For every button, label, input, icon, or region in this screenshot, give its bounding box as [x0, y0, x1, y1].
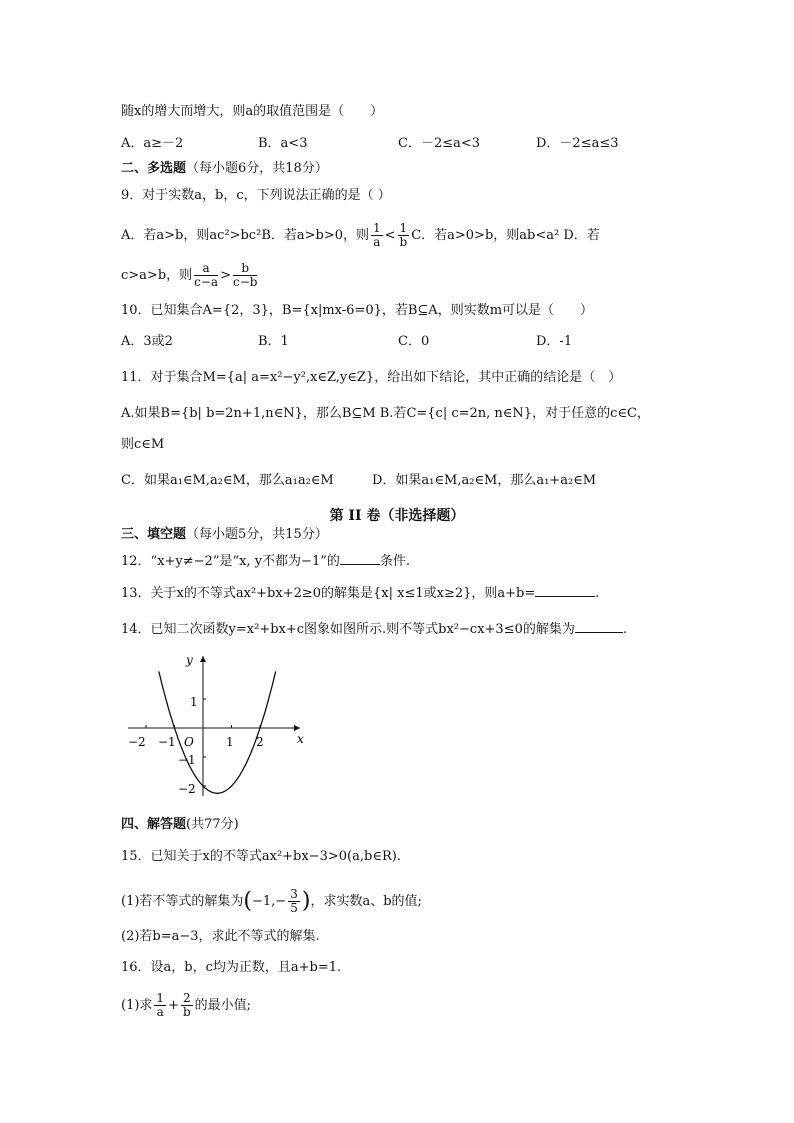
fraction-numerator: b — [233, 262, 257, 276]
fraction-denominator: b — [399, 235, 408, 249]
q15-part1-end: ，求实数a、b的值; — [310, 894, 422, 909]
right-paren: ) — [301, 888, 311, 914]
y-tick-label: −2 — [178, 782, 196, 796]
q8-option-b: B．a<3 — [258, 136, 308, 151]
q8-option-a: A．a≥－2 — [121, 136, 184, 151]
fraction-denominator: a — [156, 1005, 164, 1019]
q14-text-end: . — [622, 622, 628, 637]
q16-part1-end: 的最小值; — [194, 998, 251, 1013]
fraction-numerator: 1 — [156, 991, 165, 1005]
q8-stem-tail: 随x的增大而增大，则a的取值范围是（ ） — [121, 104, 384, 119]
q9-stem: 9．对于实数a，b，c，下列说法正确的是（ ） — [121, 188, 391, 203]
q10-option-d: D．-1 — [536, 334, 573, 349]
q16-stem: 16．设a，b，c均为正数，且a+b=1. — [121, 960, 342, 975]
x-tick-label: −2 — [128, 735, 146, 749]
solution-set-start: −1,− — [252, 894, 287, 909]
section-title: 二、多选题 — [121, 161, 187, 176]
section-heading-solutions — [121, 816, 239, 834]
y-axis-label: y — [186, 653, 193, 667]
q12-text-end: 条件. — [379, 554, 410, 569]
q11-stem: 11．对于集合M={a| a=x²−y²,x∈Z,y∈Z}，给出如下结论，其中正确的结论是（ ） — [121, 370, 622, 385]
y-tick-label: 1 — [190, 695, 198, 709]
q11-option-d: D．如果a₁∈M,a₂∈M，那么a₁+a₂∈M — [372, 473, 597, 488]
q14 — [121, 619, 627, 639]
q16-part1 — [121, 992, 251, 1019]
fraction-a-over-c-minus-a — [194, 262, 218, 289]
section-heading-fill-blank — [121, 526, 328, 544]
q14-text: 14．已知二次函数y=x²+bx+c图象如图所示.则不等式bx²−cx+3≤0的解集为 — [121, 622, 575, 637]
q11-option-c: C．如果a₁∈M,a₂∈M，那么a₁a₂∈M — [121, 473, 334, 488]
q10-option-b: B．1 — [258, 334, 289, 349]
q15-stem: 15．已知关于x的不等式ax²+bx−3>0(a,b∈R). — [121, 849, 401, 864]
greater-than-sign: > — [220, 268, 231, 283]
fraction-denominator: a — [373, 235, 381, 249]
section-title: 三、填空题 — [121, 527, 187, 542]
less-than-sign: < — [384, 228, 396, 243]
q10-stem: 10．已知集合A={2，3}，B={x|mx-6=0}，若B⊆A，则实数m可以是（ ） — [121, 303, 594, 318]
fraction-numerator: 2 — [182, 991, 191, 1005]
section-note: （每小题6分，共18分） — [186, 161, 328, 176]
fraction-1-over-a — [154, 992, 166, 1019]
fraction-denominator: c−a — [194, 275, 219, 289]
section-note: (共77分) — [186, 817, 239, 832]
y-tick-label: −1 — [178, 753, 196, 767]
answer-blank[interactable] — [535, 583, 595, 597]
q9-option-c: C．若a>0>b，则ab<a² — [411, 228, 560, 243]
x-tick-label: 1 — [226, 735, 234, 749]
section-title: 四、解答题 — [121, 817, 187, 832]
fraction-2-over-b — [181, 992, 193, 1019]
x-tick-label: −1 — [158, 735, 176, 749]
q9-option-d-prefix: D．若 — [563, 228, 600, 243]
q13-text-end: . — [595, 586, 600, 601]
section-note: （每小题5分，共15分） — [186, 527, 328, 542]
parabola-graph — [120, 650, 310, 800]
plus-sign: + — [168, 998, 179, 1013]
q13 — [121, 583, 599, 603]
fraction-numerator: 1 — [373, 221, 381, 235]
x-tick-label: 2 — [256, 735, 264, 749]
fraction-3-over-5 — [288, 888, 300, 915]
origin-label: O — [184, 735, 194, 749]
fraction-denominator: b — [182, 1005, 191, 1019]
left-paren: ( — [243, 888, 253, 914]
q9-options-line1 — [121, 222, 600, 249]
q16-part1-text: (1)求 — [121, 998, 153, 1013]
part-two-title: 第 II 卷（非选择题） — [329, 508, 465, 524]
fraction-numerator: 1 — [399, 221, 408, 235]
fraction-numerator: a — [194, 262, 218, 276]
q15-part2: (2)若b=a−3，求此不等式的解集. — [121, 929, 320, 944]
q13-text: 13．关于x的不等式ax²+bx+2≥0的解集是{x| x≤1或x≥2}，则a+b= — [121, 586, 536, 601]
fraction-denominator: c−b — [232, 275, 258, 289]
q15-part1-text: (1)若不等式的解集为 — [121, 894, 244, 909]
answer-blank[interactable] — [340, 551, 380, 565]
q9-option-d-condition: c>a>b，则 — [121, 268, 193, 283]
fraction-1-over-a — [371, 222, 383, 249]
q10-option-c: C．0 — [398, 334, 430, 349]
section-heading-multi-choice — [121, 160, 328, 178]
fraction-b-over-c-minus-b — [233, 262, 257, 289]
answer-blank[interactable] — [575, 619, 623, 633]
fraction-denominator: 5 — [290, 901, 298, 915]
parabola-curve — [159, 671, 276, 793]
x-axis-label: x — [297, 732, 304, 746]
q15-part1 — [121, 888, 422, 915]
q12-text: 12．“x+y≠−2”是“x, y不都为−1”的 — [121, 554, 340, 569]
q12 — [121, 551, 410, 571]
q11-options-ab: A.如果B={b| b=2n+1,n∈N}，那么B⊆M B.若C={c| c=2n, n∈N}，对于任意的c∈C， — [121, 406, 650, 421]
fraction-1-over-b — [398, 222, 410, 249]
q8-option-d: D．－2≤a≤3 — [536, 136, 619, 151]
q9-option-a: A．若a>b，则ac²>bc² — [121, 228, 262, 243]
q10-option-a: A．3或2 — [121, 334, 173, 349]
q9-option-b-prefix: B．若a>b>0，则 — [261, 228, 369, 243]
q9-options-line2 — [121, 262, 259, 289]
fraction-numerator: 3 — [290, 887, 298, 901]
q11-options-ab-cont: 则c∈M — [121, 437, 165, 452]
q8-option-c: C．－2≤a<3 — [398, 136, 481, 151]
